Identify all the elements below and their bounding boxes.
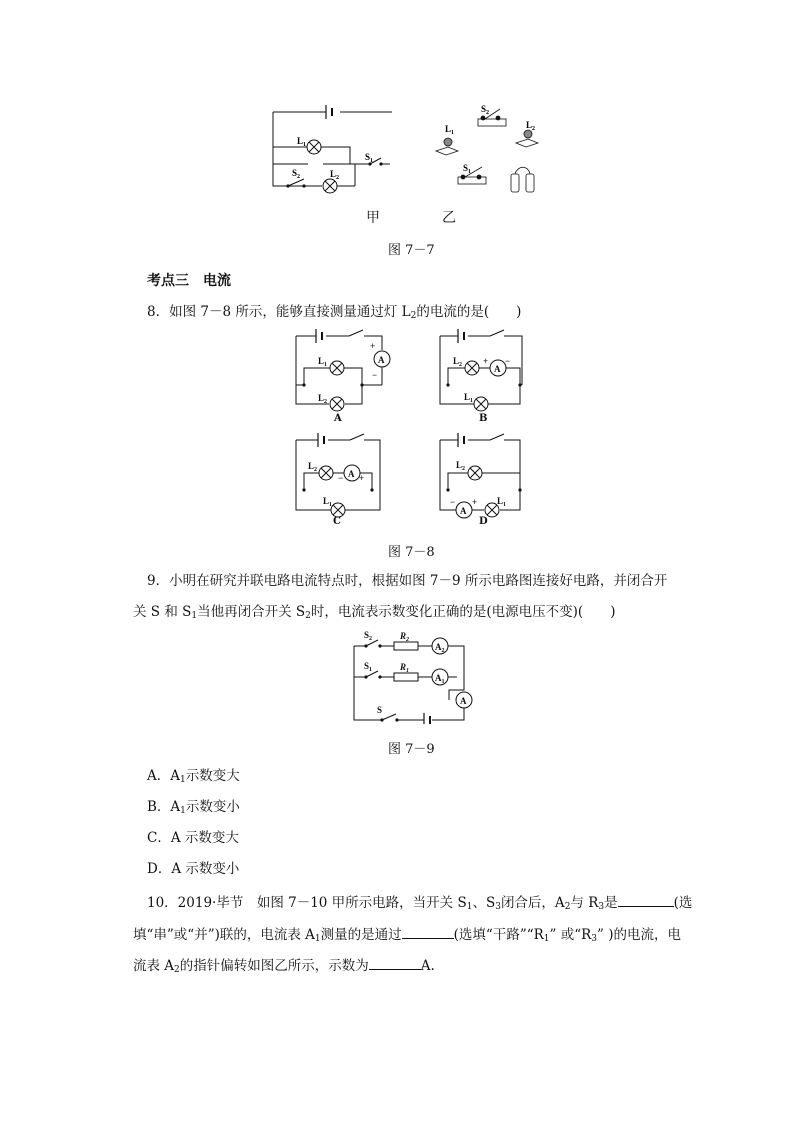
q8-option-d-label: D xyxy=(479,516,488,527)
q8-option-c-label: C xyxy=(333,516,341,527)
svg-text:S2: $S_2$ xyxy=(364,630,373,642)
q9-choice-c: C．A 示数变大 xyxy=(147,830,239,846)
svg-text:+: + xyxy=(483,356,489,366)
svg-text:L1: $L_1$ xyxy=(297,136,307,148)
svg-text:A: A xyxy=(348,469,355,479)
q9-choice-b: B．$A_1$示数变小 xyxy=(147,799,240,816)
svg-text:−: − xyxy=(450,497,456,507)
svg-text:S2: $S_2$ xyxy=(481,104,490,116)
q8-text-before: 8．如图 7－8 所示，能够直接测量通过灯 L xyxy=(147,304,411,320)
figure-7-8 xyxy=(286,328,532,530)
svg-text:+: + xyxy=(370,341,376,351)
section-heading: 考点三 电流 xyxy=(147,273,231,289)
q9-line2-a: 关 S 和 S xyxy=(133,604,192,620)
figure-7-7-caption: 图 7－7 xyxy=(388,243,435,258)
q9-line2-b: 当他再闭合开关 S xyxy=(197,604,306,620)
svg-text:+: + xyxy=(472,497,478,507)
svg-text:L2: $L_2$ xyxy=(318,393,328,405)
svg-text:S1: $S_1$ xyxy=(364,661,373,673)
svg-text:S2: $S_2$ xyxy=(292,168,301,180)
svg-text:R2: $R_2$ xyxy=(400,631,410,643)
question-10-line-1: 10．2019·毕节 如图 7－10 甲所示电路，当开关 $S_1$、$S_3$闭合后，$A_2$与 $R_3$是 (选 xyxy=(147,888,692,923)
svg-text:−: − xyxy=(372,370,378,380)
svg-text:L1: $L_1$ xyxy=(318,356,328,368)
figure-7-9 xyxy=(344,628,474,724)
figure-jia-label: 甲 xyxy=(366,210,380,226)
svg-text:R1: $R_1$ xyxy=(400,662,410,674)
answer-blank-2[interactable] xyxy=(402,924,454,939)
svg-text:L1: $L_1$ xyxy=(445,124,455,136)
question-9-line-1: 9．小明在研究并联电路电流特点时，根据如图 7－9 所示电路图连接好电路，并闭合开 xyxy=(147,573,668,589)
figure-7-7 xyxy=(260,95,560,207)
svg-text:A2: $A_2$ xyxy=(435,642,445,654)
svg-text:L2: $L_2$ xyxy=(308,461,318,473)
figure-7-9-caption: 图 7－9 xyxy=(388,742,435,757)
figure-yi-label: 乙 xyxy=(442,210,456,226)
svg-text:S1: $S_1$ xyxy=(365,152,374,164)
answer-blank-3[interactable] xyxy=(369,955,421,970)
svg-text:+: + xyxy=(359,473,365,483)
svg-text:L1: $L_1$ xyxy=(497,496,507,508)
question-10-line-2: 填“串”或“并”)联的，电流表 $A_1$测量的是通过 (选填“干路$”“R_1$” 或“$R_3$” )的电流，电 xyxy=(133,920,681,955)
svg-text:A: A xyxy=(460,506,467,516)
q8-text-after: 的电流的是( ) xyxy=(416,304,522,320)
svg-text:A: A xyxy=(494,364,501,374)
q8-sub: 2 xyxy=(410,311,417,321)
svg-text:L2: $L_2$ xyxy=(453,356,463,368)
svg-text:S: S xyxy=(377,705,383,715)
figure-7-8-caption: 图 7－8 xyxy=(388,545,435,560)
q8-option-a-label: A xyxy=(334,413,342,424)
question-8 xyxy=(147,300,521,321)
q9-line2-c: 时，电流表示数变化正确的是(电源电压不变)( ) xyxy=(310,604,616,620)
question-9-line-2: 关 S 和 $S_1$当他再闭合开关 $S_2$时，电流表示数变化正确的是(电源电压不变)( ) xyxy=(133,604,616,621)
question-10-line-3: 流表 $A_2$的指针偏转如图乙所示，示数为 A. xyxy=(133,951,435,986)
q8-option-b-label: B xyxy=(479,413,488,424)
svg-text:−: − xyxy=(505,356,511,366)
svg-text:L1: $L_1$ xyxy=(464,392,474,404)
svg-text:L2: $L_2$ xyxy=(330,169,340,181)
svg-text:A1: $A_1$ xyxy=(435,673,445,685)
svg-text:L2: $L_2$ xyxy=(456,460,466,472)
svg-text:L2: $L_2$ xyxy=(526,120,536,132)
svg-text:A: A xyxy=(460,696,467,706)
svg-text:−: − xyxy=(338,473,344,483)
svg-text:S1: $S_1$ xyxy=(463,163,472,175)
q9-choice-d: D．A 示数变小 xyxy=(147,861,240,877)
q9-choice-a: A．$A_1$示数变大 xyxy=(147,768,240,785)
svg-text:L1: $L_1$ xyxy=(323,496,333,508)
svg-text:A: A xyxy=(378,355,385,365)
answer-blank-1[interactable] xyxy=(618,892,674,907)
